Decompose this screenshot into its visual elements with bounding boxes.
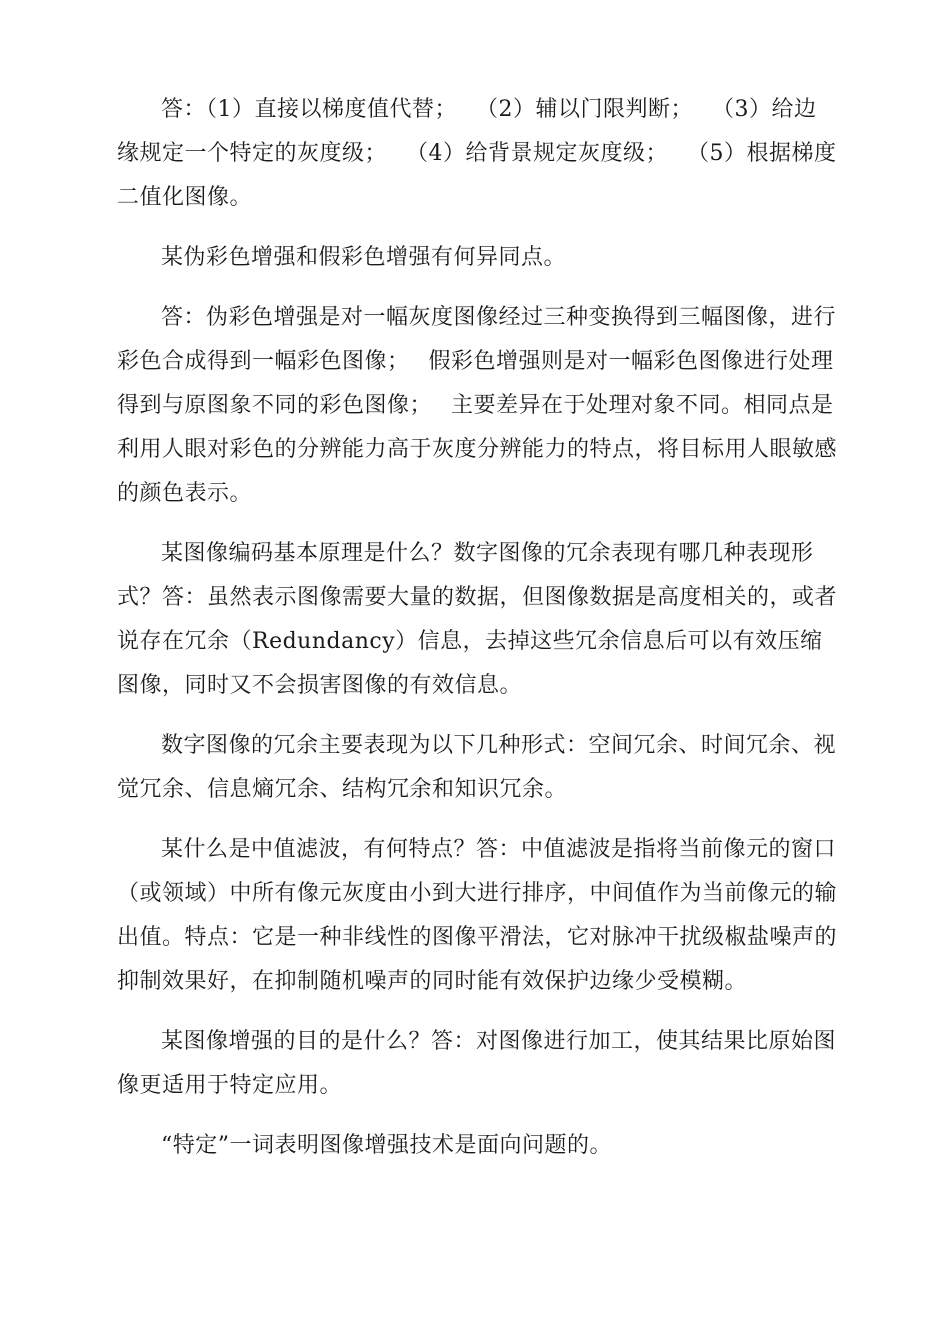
paragraph-median-filter: 某什么是中值滤波，有何特点？答：中值滤波是指将当前像元的窗口（或领域）中所有像元灰度由小到大进行排序，中间值作为当前像元的输出值。特点：它是一种非线性的图像平滑法，它对脉冲干扰级椒盐噪声的抑制效果好，在抑制随机噪声的同时能有效保护边缘少受模糊。	[117, 837, 838, 994]
paragraph-spacer	[117, 220, 837, 236]
paragraph-spacer	[117, 812, 837, 828]
paragraph-spacer	[117, 280, 837, 296]
paragraph-redundancy-forms: 数字图像的冗余主要表现为以下几种形式：空间冗余、时间冗余、视觉冗余、信息熵冗余、结构冗余和知识冗余。	[117, 733, 837, 802]
document-body	[117, 88, 837, 1168]
paragraph-spacer	[117, 516, 837, 532]
paragraph-spacer	[117, 1108, 837, 1124]
paragraph-spacer	[117, 1004, 837, 1020]
paragraph-specific-term: “特定”一词表明图像增强技术是面向问题的。	[161, 1133, 612, 1158]
paragraph-answer-pseudo-false-color: 答：伪彩色增强是对一幅灰度图像经过三种变换得到三幅图像，进行彩色合成得到一幅彩色图像； 假彩色增强则是对一幅彩色图像进行处理得到与原图象不同的彩色图像； 主要差异在于处理对象不同。相同点是利用人眼对彩色的分辨能力高于灰度分辨能力的特点，将目标用人眼敏感的颜色表示。	[117, 305, 838, 506]
paragraph-answer-gradient-methods: 答：（1）直接以梯度值代替； （2）辅以门限判断； （3）给边缘规定一个特定的灰度级； （4）给背景规定灰度级； （5）根据梯度二值化图像。	[117, 97, 837, 210]
paragraph-enhancement-purpose: 某图像增强的目的是什么？答：对图像进行加工，使其结果比原始图像更适用于特定应用。	[117, 1029, 837, 1098]
paragraph-spacer	[117, 708, 837, 724]
paragraph-image-coding-principle: 某图像编码基本原理是什么？数字图像的冗余表现有哪几种表现形式？答：虽然表示图像需要大量的数据，但图像数据是高度相关的，或者说存在冗余（Redundancy）信息，去掉这些冗余信息后可以有效压缩图像，同时又不会损害图像的有效信息。	[117, 541, 838, 698]
paragraph-question-pseudo-false-color: 某伪彩色增强和假彩色增强有何异同点。	[161, 245, 567, 270]
